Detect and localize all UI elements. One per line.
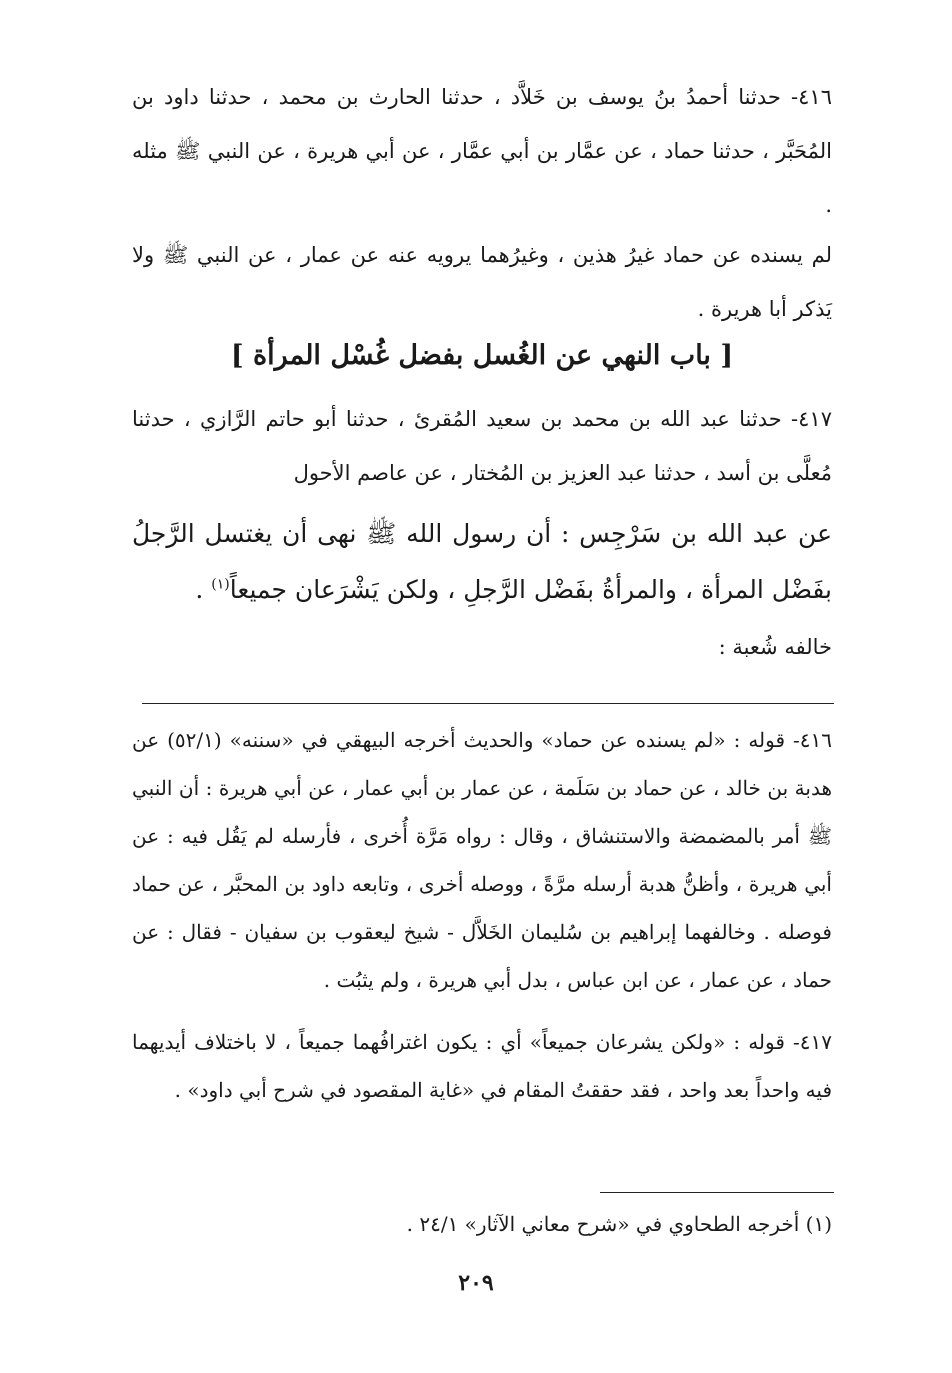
hadith-417-isnad-text: ٤١٧- حدثنا عبد الله بن محمد بن سعيد المُقرئ ، حدثنا أبو حاتم الرَّازي ، حدثنا مُعلَّى بن أسد ، حدثنا عبد العزيز بن المُختار ، عن عاصم الأحول — [132, 407, 832, 485]
hadith-417-matn-body: عن عبد الله بن سَرْجِس : أن رسول الله ﷺ نهى أن يغتسل الرَّجلُ بفَضْل المرأة ، والمرأةُ بفَضْل الرَّجلِ ، ولكن يَشْرَعان جميعاً — [132, 519, 832, 604]
hadith-416-text: ٤١٦- حدثنا أحمدُ بنُ يوسف بن خَلاَّد ، حدثنا الحارث بن محمد ، حدثنا داود بن المُحَبَّر ، حدثنا حماد ، عن عمَّار بن أبي عمَّار ، عن أبي هريرة ، عن النبي ﷺ مثله . — [132, 85, 832, 217]
hadith-417-after-text: خالفه شُعبة : — [718, 635, 832, 659]
hadith-417-matn — [132, 506, 832, 618]
commentary-417-text: ٤١٧- قوله : «ولكن يشرعان جميعاً» أي : يكون اغترافُهما جميعاً ، لا باختلاف أيديهما فيه واحداً بعد واحد ، فقد حققتُ المقام في «غاية المقصود في شرح أبي داود» . — [132, 1030, 832, 1102]
commentary-divider — [142, 703, 834, 704]
footnote-1 — [132, 1200, 832, 1248]
page-number: ٢٠٩ — [458, 1270, 494, 1296]
hadith-417-matn-text — [132, 506, 832, 618]
commentary-416 — [132, 716, 832, 1004]
footnote-divider — [600, 1192, 834, 1193]
footnote-reference: (١) — [211, 576, 230, 593]
footnote-1-text: (١) أخرجه الطحاوي في «شرح معاني الآثار» ٢٤/١ . — [406, 1212, 832, 1236]
hadith-417-matn-end: . — [195, 575, 212, 604]
commentary-417 — [132, 1018, 832, 1114]
chapter-heading: [ باب النهي عن الغُسل بفضل غُسْل المرأة ] — [230, 340, 734, 371]
hadith-416-note — [132, 228, 832, 336]
hadith-417-after — [132, 620, 832, 674]
hadith-416 — [132, 70, 832, 232]
hadith-417-isnad — [132, 392, 832, 500]
commentary-416-text: ٤١٦- قوله : «لم يسنده عن حماد» والحديث أخرجه البيهقي في «سننه» (٥٢/١) عن هدبة بن خالد ، عن حماد بن سَلَمة ، عن عمار بن أبي عمار ، عن أبي هريرة : أن النبي ﷺ أمر بالمضمضة والاستنشاق ، وقال : رواه مَرَّة أُخرى ، فأرسله لم يَقُل فيه : عن أبي هريرة ، وأظنُّ هدبة أرسله مرَّةً ، ووصله أخرى ، وتابعه داود بن المحبَّر ، عن حماد فوصله . وخالفهما إبراهيم بن سُليمان الخَلاَّل - شيخ ليعقوب بن سفيان - فقال : عن حماد ، عن عمار ، عن ابن عباس ، بدل أبي هريرة ، ولم يثبُت . — [132, 728, 832, 992]
hadith-416-note-text: لم يسنده عن حماد غيرُ هذين ، وغيرُهما يرويه عنه عن عمار ، عن النبي ﷺ ولا يَذكر أبا هريرة . — [132, 243, 832, 321]
